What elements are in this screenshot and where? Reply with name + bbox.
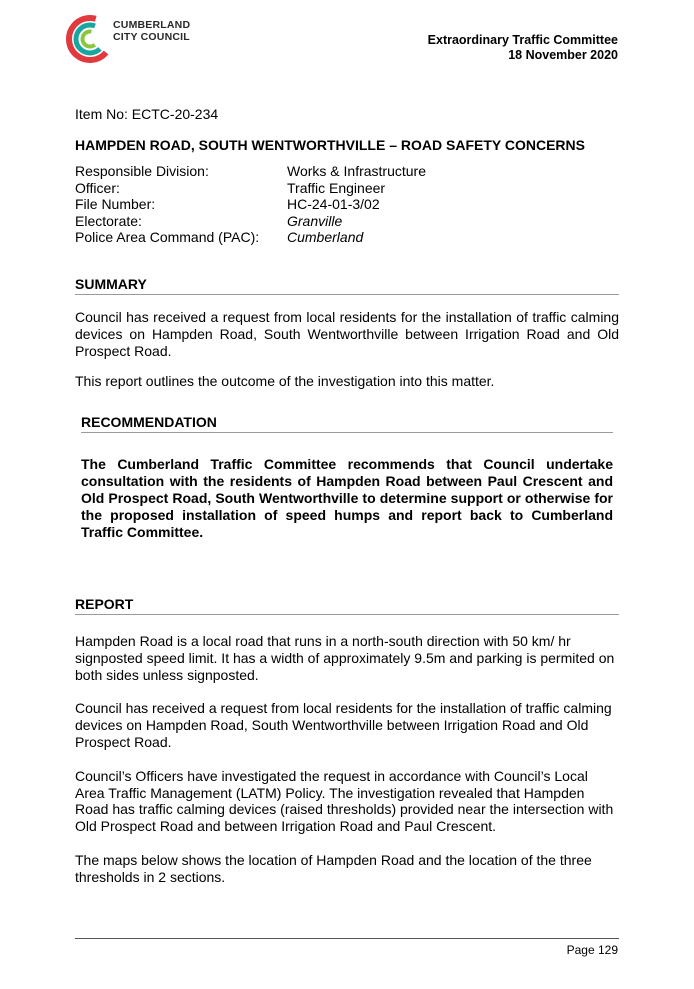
report-title: HAMPDEN ROAD, SOUTH WENTWORTHVILLE – ROAD SAFETY CONCERNS: [75, 137, 585, 153]
summary-heading: SUMMARY: [75, 276, 619, 295]
detail-label: Electorate:: [75, 212, 142, 229]
detail-label: Responsible Division:: [75, 163, 209, 179]
detail-label: File Number:: [75, 196, 156, 212]
detail-row: [75, 229, 619, 246]
report-paragraph: Hampden Road is a local road that runs in a north-south direction with 50 km/ hr signposted speed limit. It has a width of approximately 9.5m and parking is permited on both sides unless signposted.: [75, 633, 615, 683]
detail-value: Cumberland: [287, 229, 364, 245]
detail-value: Works & Infrastructure: [287, 163, 427, 179]
footer-divider: [75, 938, 619, 939]
page-number: Page 129: [566, 943, 618, 957]
detail-label: Officer:: [75, 179, 120, 196]
logo-line-2: CITY COUNCIL: [113, 31, 190, 43]
meeting-date: 18 November 2020: [508, 48, 618, 62]
detail-label: Police Area Command (PAC):: [75, 229, 260, 245]
item-number: Item No: ECTC-20-234: [75, 106, 219, 122]
detail-row: [75, 163, 619, 180]
detail-value: Traffic Engineer: [287, 179, 386, 196]
report-paragraph: Council has received a request from local residents for the installation of traffic calming devices on Hampden Road, South Wentworthville between Irrigation Road and Old Prospect Road.: [75, 700, 612, 750]
detail-row: [75, 180, 619, 197]
meeting-name: Extraordinary Traffic Committee: [427, 33, 618, 47]
detail-row: [75, 196, 619, 213]
detail-value: Granville: [287, 212, 343, 229]
logo-wordmark: [113, 19, 190, 43]
recommendation-section: [81, 414, 613, 541]
recommendation-text: The Cumberland Traffic Committee recommends that Council undertake consultation with the residents of Hampden Road between Paul Crescent and Old Prospect Road, South Wentworthville to determine support or otherwise for the proposed installation of speed humps and report back to Cumberland Traffic Committee.: [81, 456, 613, 540]
report-paragraph: Council’s Officers have investigated the request in accordance with Council’s Local Area Traffic Management (LATM) Policy. The investigation revealed that Hampden Road has traffic calming devices (raised thresholds) provided near the intersection with Old Prospect Road and between Irrigation Road and Paul Crescent.: [75, 767, 614, 835]
summary-paragraph: Council has received a request from local residents for the installation of traffic calming devices on Hampden Road, South Wentworthville between Irrigation Road and Old Prospect Road.: [75, 309, 619, 359]
meeting-header: [428, 33, 618, 63]
detail-value: HC-24-01-3/02: [287, 196, 380, 212]
report-paragraph: The maps below shows the location of Hampden Road and the location of the three thresholds in 2 sections.: [75, 851, 592, 885]
logo-line-1: CUMBERLAND: [113, 19, 191, 31]
report-section: [75, 596, 619, 886]
summary-section: [75, 276, 619, 390]
report-heading: REPORT: [75, 596, 619, 615]
detail-row: [75, 213, 619, 230]
summary-paragraph: This report outlines the outcome of the investigation into this matter.: [75, 373, 495, 390]
report-details: [75, 163, 619, 246]
recommendation-heading: RECOMMENDATION: [81, 414, 613, 433]
